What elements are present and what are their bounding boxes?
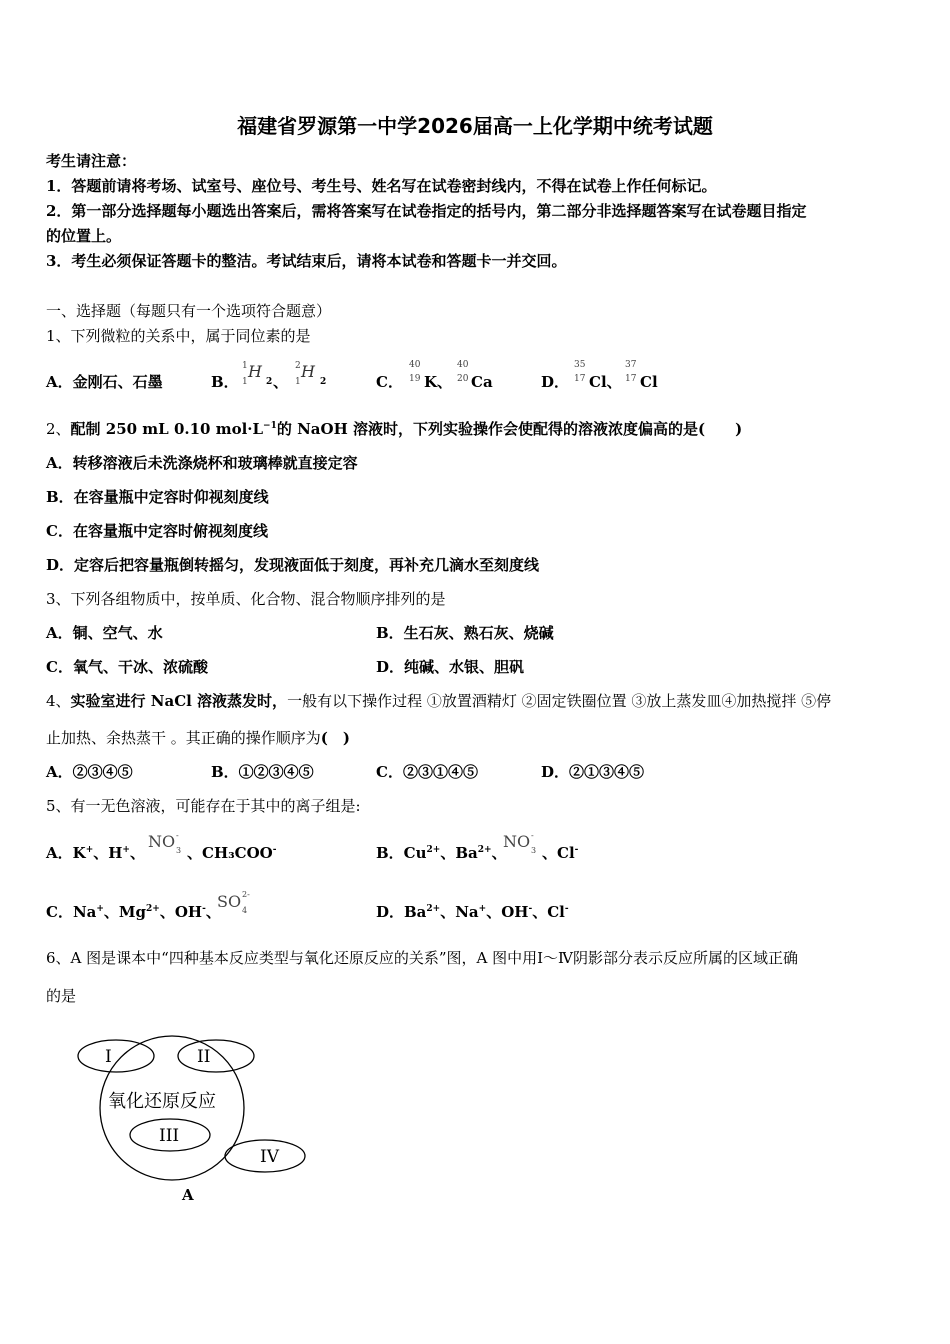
ellipse-2 bbox=[178, 1040, 254, 1072]
notice-item-1: 1．答题前请将考场、试室号、座位号、考生号、姓名写在试卷密封线内，不得在试卷上作任何标记。 bbox=[46, 177, 717, 195]
q4-option-b: B．①②③④⑤ bbox=[211, 763, 314, 781]
q1-c-s2: Ca bbox=[471, 373, 493, 391]
q2-stem: 2、配制 250 mL 0.10 $mol\cdot L^{-1}$的 NaOH 溶液时，下列实验操作会使配得的溶液浓度偏高的是( ) bbox=[46, 420, 743, 438]
notice-item-2: 2．第一部分选择题每小题选出答案后，需将答案写在试卷指定的括号内，第二部分非选择题答案写在试卷题目指定 bbox=[46, 202, 807, 220]
q5-option-b-part2: 、Cl- bbox=[542, 844, 579, 862]
q1-c-s1: K、 bbox=[424, 373, 453, 391]
q3-option-b: B．生石灰、熟石灰、烧碱 bbox=[376, 624, 554, 642]
q5-b-nitrate: NO bbox=[503, 832, 531, 851]
q1-d-m2: 37 bbox=[625, 360, 637, 370]
notice-item-3: 3．考生必须保证答题卡的整洁。考试结束后，请将本试卷和答题卡一并交回。 bbox=[46, 252, 567, 270]
q5-a-nitrate: NO bbox=[148, 832, 176, 851]
q6-stem-line1: 6、A 图是课本中“四种基本反应类型与氧化还原反应的关系”图，A 图中用Ⅰ～Ⅳ阴影部分表示反应所属的区域正确 bbox=[46, 949, 798, 967]
q1-d-m1: 35 bbox=[574, 360, 586, 370]
q2-option-c: C．在容量瓶中定容时俯视刻度线 bbox=[46, 522, 268, 540]
notice-heading: 考生请注意： bbox=[46, 152, 137, 170]
q1-b-z2: 1 bbox=[295, 377, 301, 387]
q1-option-d-label: D． bbox=[541, 373, 570, 391]
ellipse-1 bbox=[78, 1040, 154, 1072]
q1-b-sep: 、 bbox=[273, 373, 289, 391]
q5-c-sulfate: SO bbox=[217, 892, 242, 911]
q1-stem: 1、下列微粒的关系中，属于同位素的是 bbox=[46, 327, 311, 345]
q5-b-nitrate-sup: - bbox=[531, 831, 534, 840]
q4-stem-line2: 止加热、余热蒸干 。其正确的操作顺序为( ) bbox=[46, 729, 350, 747]
q2-option-d: D．定容后把容量瓶倒转摇匀，发现液面低于刻度，再补充几滴水至刻度线 bbox=[46, 556, 540, 574]
q5-option-a-part2: 、CH₃COO- bbox=[187, 844, 277, 862]
q5-option-b-part1: B．$Cu^{2+}$、$Ba^{2+}$、 bbox=[376, 844, 507, 862]
q4-option-d: D．②①③④⑤ bbox=[541, 763, 645, 781]
figure-caption: A bbox=[182, 1186, 194, 1204]
q5-option-a-part1: A．K+、H+、 bbox=[46, 844, 145, 862]
q1-c-z2: 20 bbox=[457, 374, 469, 384]
q1-d-s2: Cl bbox=[640, 373, 658, 391]
q4-option-a: A．②③④⑤ bbox=[46, 763, 133, 781]
q5-c-sulfate-sup: 2- bbox=[242, 890, 250, 899]
q1-b-z1: 1 bbox=[242, 377, 248, 387]
label-3: III bbox=[159, 1126, 180, 1146]
q1-b-sub1: 2 bbox=[266, 377, 273, 387]
q3-stem: 3、下列各组物质中，按单质、化合物、混合物顺序排列的是 bbox=[46, 590, 446, 608]
q1-b-mass1: 1 bbox=[242, 361, 248, 371]
q3-option-a: A．铜、空气、水 bbox=[46, 624, 163, 642]
q1-option-b-label: B． bbox=[211, 373, 239, 391]
q1-c-m2: 40 bbox=[457, 360, 469, 370]
q1-b-sym1: H bbox=[248, 362, 262, 381]
notice-item-2-cont: 的位置上。 bbox=[46, 227, 122, 245]
q2-option-a: A．转移溶液后未洗涤烧杯和玻璃棒就直接定容 bbox=[46, 454, 358, 472]
reaction-types-diagram bbox=[70, 1028, 310, 1208]
q2-option-b: B．在容量瓶中定容时仰视刻度线 bbox=[46, 488, 269, 506]
q1-d-z2: 17 bbox=[625, 374, 637, 384]
q1-b-sub2: 2 bbox=[320, 377, 327, 387]
q5-a-nitrate-sup: - bbox=[176, 831, 179, 840]
q5-option-d: D．$Ba^{2+}$、Na+、OH-、Cl- bbox=[376, 903, 569, 921]
q1-b-sym2: H bbox=[301, 362, 315, 381]
label-2: II bbox=[197, 1047, 211, 1067]
q6-stem-line2: 的是 bbox=[46, 987, 77, 1005]
label-4: IV bbox=[260, 1147, 279, 1167]
q5-option-c-part1: C．Na+、$Mg^{2+}$、OH-、 bbox=[46, 903, 221, 921]
q1-c-m1: 40 bbox=[409, 360, 421, 370]
q4-option-c: C．②③①④⑤ bbox=[376, 763, 478, 781]
q1-c-z1: 19 bbox=[409, 374, 421, 384]
q5-c-sulfate-sub: 4 bbox=[242, 906, 248, 915]
q4-stem-line1: 4、实验室进行 NaCl 溶液蒸发时，一般有以下操作过程 ①放置酒精灯 ②固定铁圈位置 ③放上蒸发皿④加热搅拌 ⑤停 bbox=[46, 692, 832, 710]
q5-b-nitrate-sub: 3 bbox=[531, 846, 537, 855]
q3-option-d: D．纯碱、水银、胆矾 bbox=[376, 658, 525, 676]
q1-b-mass2: 2 bbox=[295, 361, 301, 371]
section-heading: 一、选择题（每题只有一个选项符合题意） bbox=[46, 302, 332, 320]
q5-stem: 5、有一无色溶液，可能存在于其中的离子组是: bbox=[46, 797, 361, 815]
q1-option-c-label: C． bbox=[376, 373, 403, 391]
redox-label: 氧化还原反应 bbox=[108, 1091, 216, 1112]
q1-d-z1: 17 bbox=[574, 374, 586, 384]
q1-option-a: A．金刚石、石墨 bbox=[46, 373, 163, 391]
label-1: I bbox=[105, 1047, 112, 1067]
q5-a-nitrate-sub: 3 bbox=[176, 846, 182, 855]
page-title: 福建省罗源第一中学2026届高一上化学期中统考试题 bbox=[237, 114, 713, 138]
q1-d-s1: Cl、 bbox=[589, 373, 622, 391]
q3-option-c: C．氧气、干冰、浓硫酸 bbox=[46, 658, 208, 676]
